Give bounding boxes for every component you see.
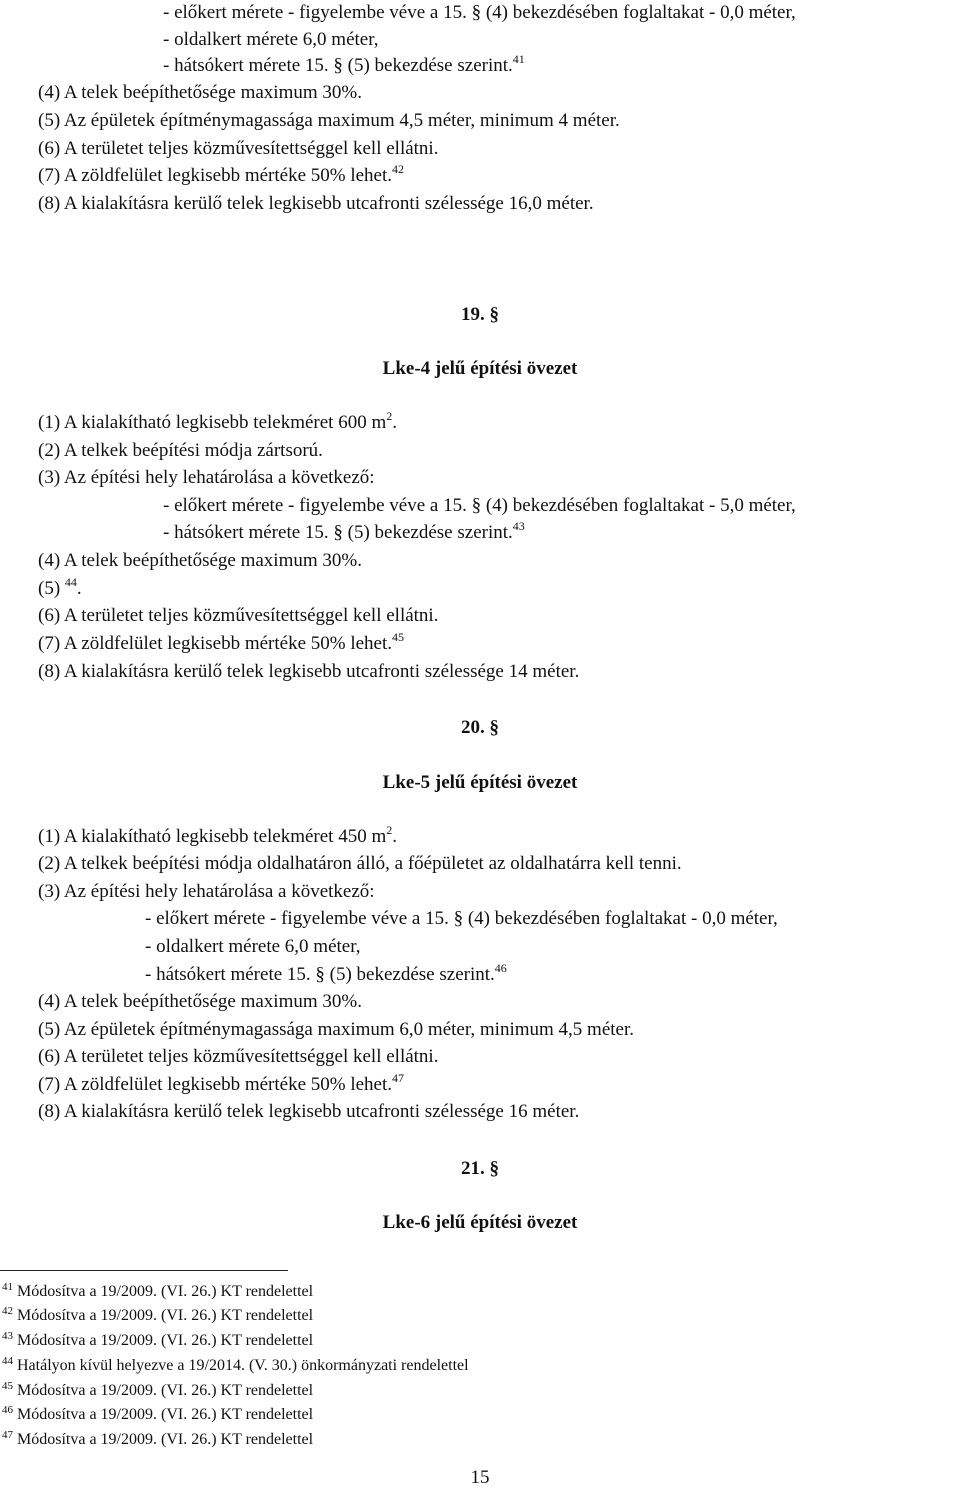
footnote-ref[interactable]: 41 [512, 52, 525, 66]
s20-paragraph-2: (2) A telkek beépítési módja oldalhatáron álló, a főépületet az oldalhatárra kell tenni. [38, 853, 682, 874]
footnote-ref[interactable]: 42 [392, 162, 405, 176]
superscript: 2 [386, 409, 393, 423]
footnote-number: 44 [2, 1355, 13, 1367]
footnote-number: 43 [2, 1330, 13, 1342]
s19-paragraph-4: (4) A telek beépíthetősége maximum 30%. [38, 550, 362, 571]
section-number-19: 19. § [461, 304, 499, 325]
top-item-hatsokert: - hátsókert mérete 15. § (5) bekezdése szerint.$^{41}$ [163, 52, 525, 76]
s19-item-hatsokert: - hátsókert mérete 15. § (5) bekezdése szerint.$^{43}$ [163, 519, 525, 543]
footnote-number: 46 [2, 1404, 13, 1416]
footnote-44: $^{44}$ Hatályon kívül helyezve a 19/2014. (V. 30.) önkormányzati rendelettel [2, 1355, 469, 1374]
footnote-number: 47 [2, 1429, 13, 1441]
footnote-46: $^{46}$ Módosítva a 19/2009. (VI. 26.) KT rendelettel [2, 1404, 314, 1423]
s20-item-oldalkert: - oldalkert mérete 6,0 méter, [145, 936, 361, 957]
footnote-ref[interactable]: 43 [512, 519, 525, 533]
footnote-number: 42 [2, 1305, 13, 1317]
footnote-ref[interactable]: 44 [64, 575, 77, 589]
top-paragraph-8: (8) A kialakításra kerülő telek legkisebb utcafronti szélessége 16,0 méter. [38, 193, 594, 214]
s20-paragraph-1: (1) A kialakítható legkisebb telekméret 450 $m^2$. [38, 823, 397, 847]
section-title-21: Lke-6 jelű építési övezet [382, 1212, 578, 1233]
footnote-number: 41 [2, 1281, 13, 1293]
s19-paragraph-2: (2) A telkek beépítési módja zártsorú. [38, 440, 323, 461]
footnote-43: $^{43}$ Módosítva a 19/2009. (VI. 26.) KT rendelettel [2, 1330, 314, 1349]
s20-paragraph-6: (6) A területet teljes közművesítettséggel kell ellátni. [38, 1046, 439, 1067]
footnote-42: $^{42}$ Módosítva a 19/2009. (VI. 26.) KT rendelettel [2, 1305, 314, 1324]
s20-paragraph-5: (5) Az épületek építménymagassága maximum 6,0 méter, minimum 4,5 méter. [38, 1019, 635, 1040]
top-paragraph-4: (4) A telek beépíthetősége maximum 30%. [38, 82, 362, 103]
top-paragraph-5: (5) Az épületek építménymagassága maximum 4,5 méter, minimum 4 méter. [38, 110, 620, 131]
s20-item-hatsokert: - hátsókert mérete 15. § (5) bekezdése szerint.$^{46}$ [145, 961, 507, 985]
section-number-20: 20. § [461, 717, 499, 738]
footnote-45: $^{45}$ Módosítva a 19/2009. (VI. 26.) KT rendelettel [2, 1380, 314, 1399]
section-number-21: 21. § [461, 1158, 499, 1179]
footnote-41: $^{41}$ Módosítva a 19/2009. (VI. 26.) KT rendelettel [2, 1281, 314, 1300]
s19-paragraph-1: (1) A kialakítható legkisebb telekméret 600 $m^2$. [38, 409, 397, 433]
s19-paragraph-3: (3) Az építési hely lehatárolása a következő: [38, 467, 375, 488]
s19-paragraph-7: (7) A zöldfelület legkisebb mértéke 50% lehet.$^{45}$ [38, 630, 405, 654]
s20-item-elokert: - előkert mérete - figyelembe véve a 15. § (4) bekezdésében foglaltakat - 0,0 méter, [145, 908, 778, 929]
s19-paragraph-8: (8) A kialakításra kerülő telek legkisebb utcafronti szélessége 14 méter. [38, 661, 580, 682]
s20-paragraph-8: (8) A kialakításra kerülő telek legkisebb utcafronti szélessége 16 méter. [38, 1101, 580, 1122]
footnote-number: 45 [2, 1380, 13, 1392]
top-paragraph-6: (6) A területet teljes közművesítettséggel kell ellátni. [38, 138, 439, 159]
section-title-19: Lke-4 jelű építési övezet [382, 358, 578, 379]
footnote-ref[interactable]: 45 [392, 630, 405, 644]
footnote-ref[interactable]: 47 [392, 1071, 405, 1085]
s19-paragraph-6: (6) A területet teljes közművesítettséggel kell ellátni. [38, 605, 439, 626]
section-title-20: Lke-5 jelű építési övezet [382, 772, 578, 793]
top-paragraph-7: (7) A zöldfelület legkisebb mértéke 50% lehet.$^{42}$ [38, 162, 405, 186]
top-item-elokert: - előkert mérete - figyelembe véve a 15. § (4) bekezdésében foglaltakat - 0,0 méter, [163, 2, 796, 23]
footnote-separator [0, 1270, 288, 1271]
footnote-ref[interactable]: 46 [494, 961, 507, 975]
s19-paragraph-5: (5) $^{44}$. [38, 575, 82, 599]
s20-paragraph-7: (7) A zöldfelület legkisebb mértéke 50% lehet.$^{47}$ [38, 1071, 405, 1095]
superscript: 2 [386, 823, 393, 837]
page-number: 15 [470, 1467, 490, 1488]
s20-paragraph-4: (4) A telek beépíthetősége maximum 30%. [38, 991, 362, 1012]
s20-paragraph-3: (3) Az építési hely lehatárolása a következő: [38, 881, 375, 902]
top-item-oldalkert: - oldalkert mérete 6,0 méter, [163, 29, 379, 50]
footnote-47: $^{47}$ Módosítva a 19/2009. (VI. 26.) KT rendelettel [2, 1429, 314, 1448]
s19-item-elokert: - előkert mérete - figyelembe véve a 15. § (4) bekezdésében foglaltakat - 5,0 méter, [163, 495, 796, 516]
